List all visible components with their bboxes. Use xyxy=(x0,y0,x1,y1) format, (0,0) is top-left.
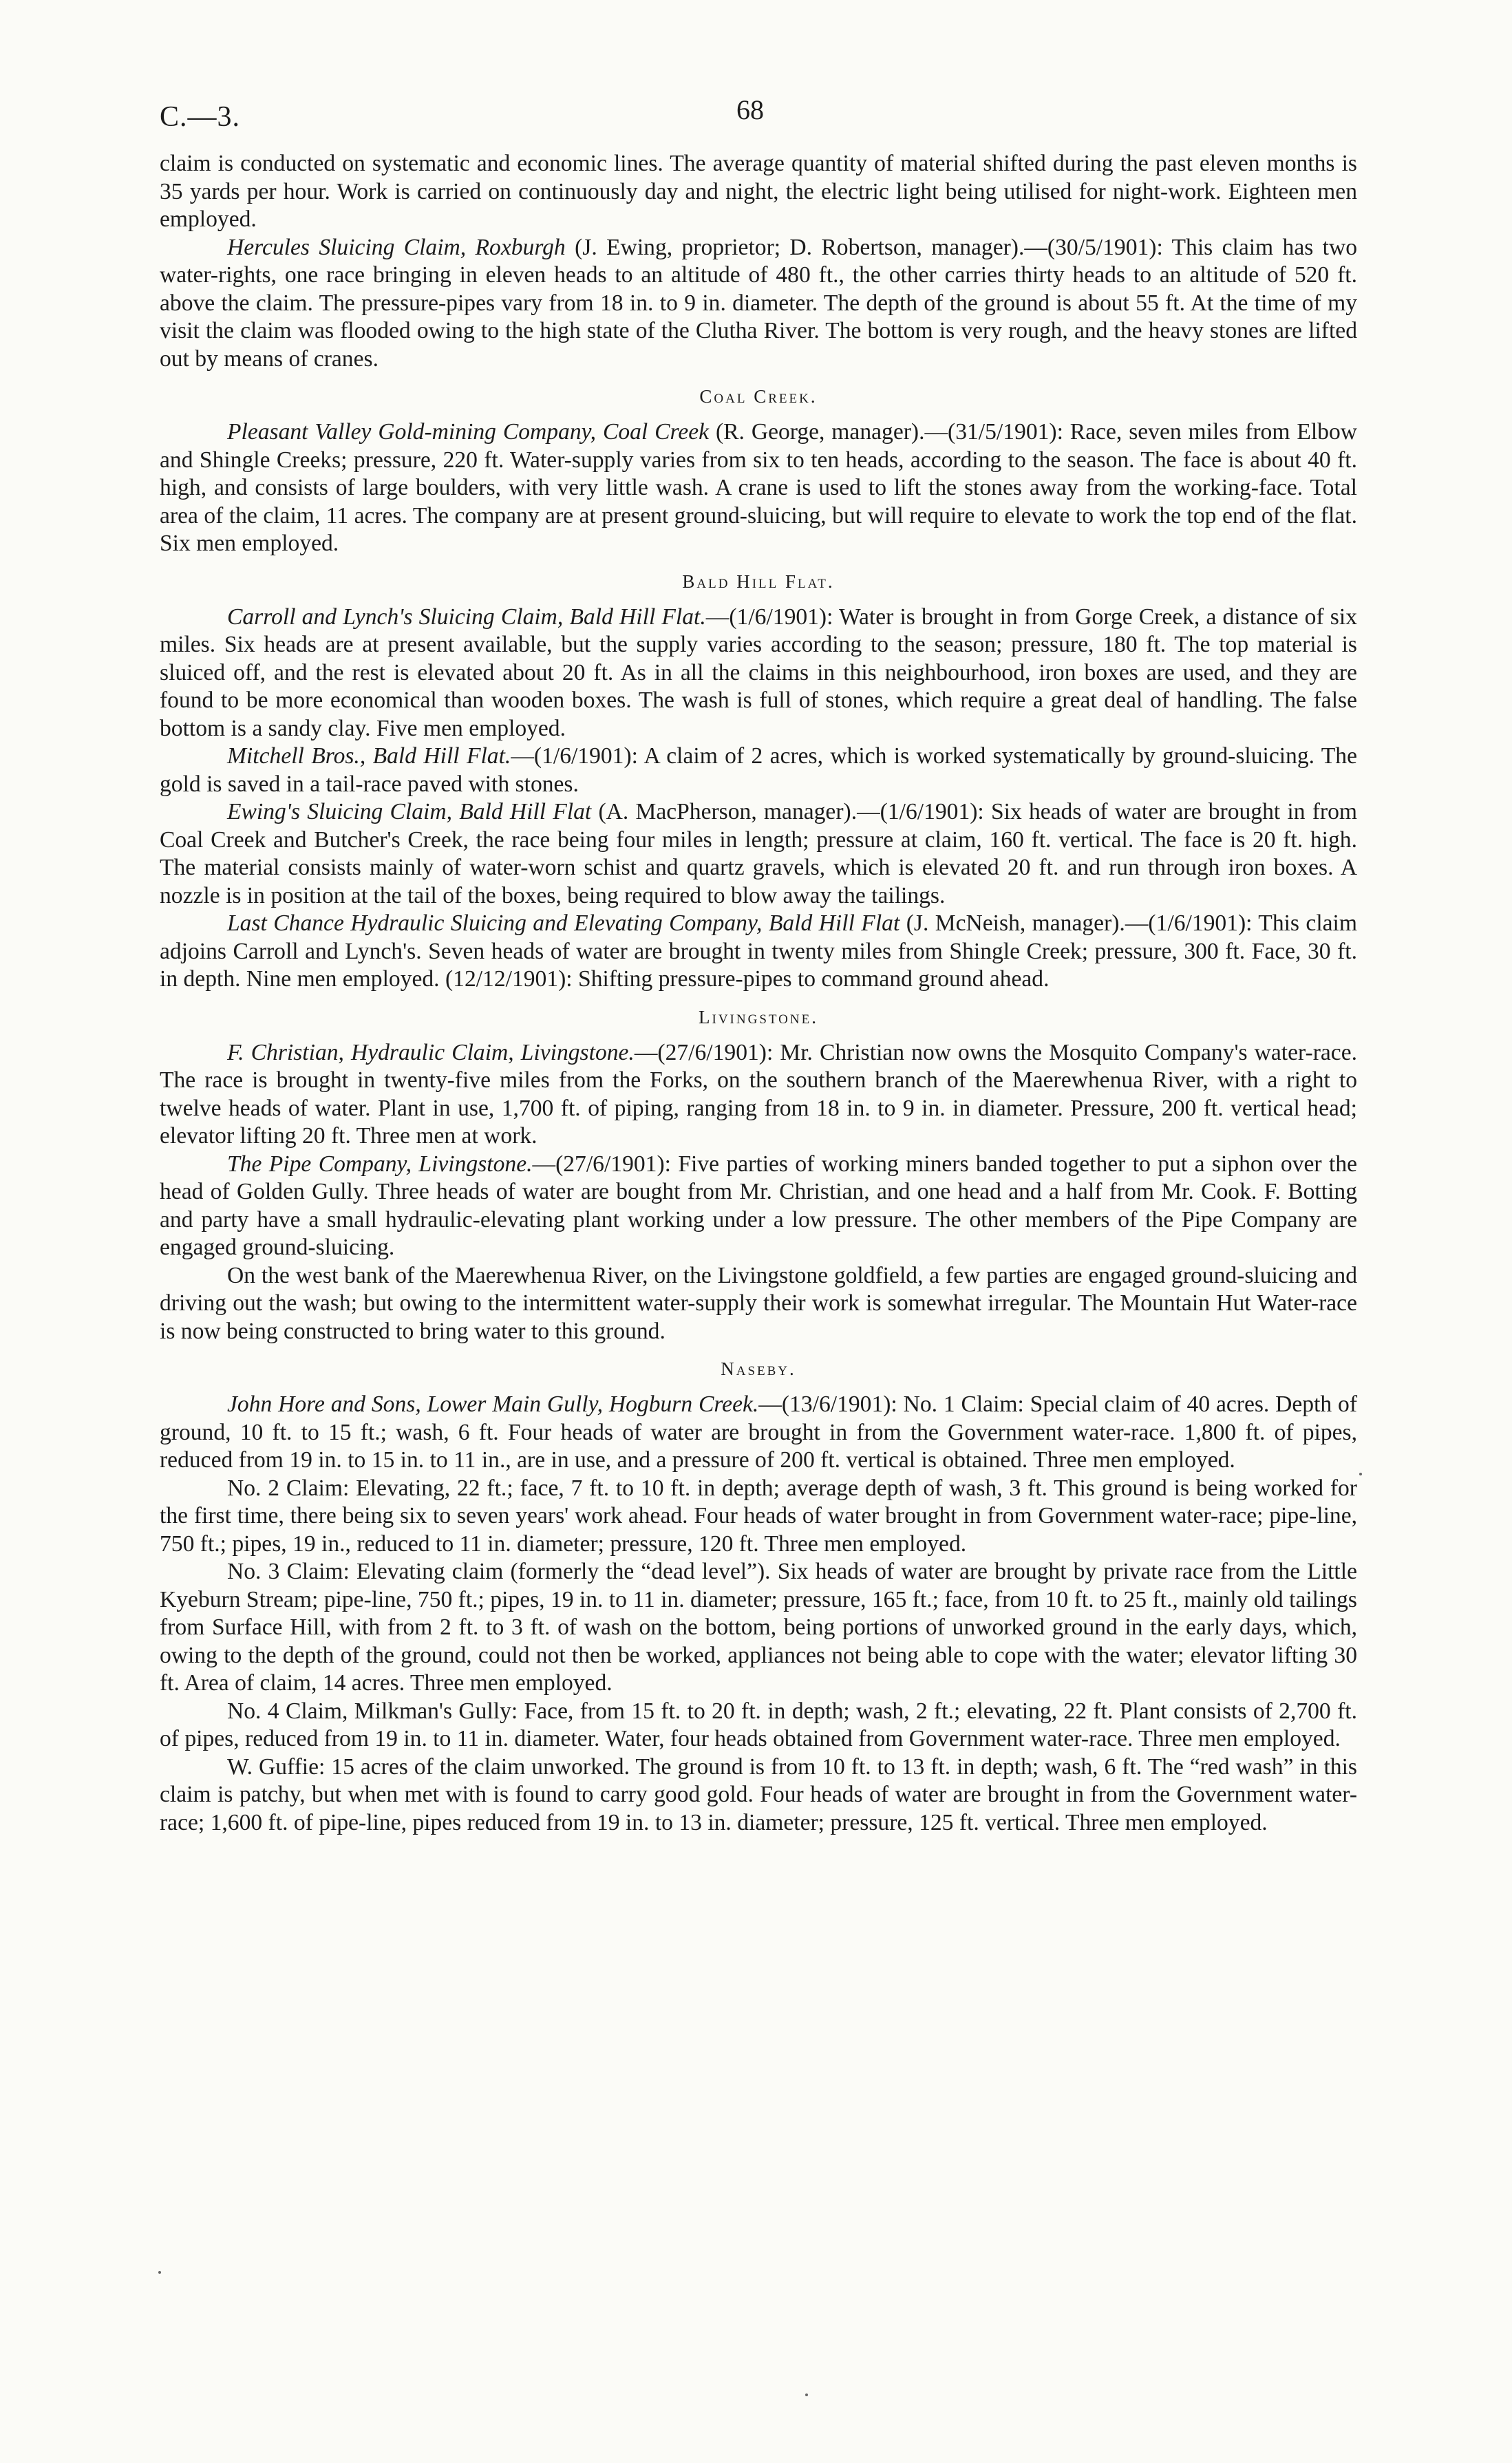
print-speck xyxy=(805,2393,808,2396)
section-heading-naseby: Naseby. xyxy=(721,1358,796,1379)
print-speck xyxy=(1359,1473,1362,1475)
paragraph-no-2-claim: No. 2 Claim: Elevating, 22 ft.; face, 7 ft. to 10 ft. in depth; average depth of wash, 3 ft. This ground is being worked for the first time, there being six to seven years' work ahead. Four heads of water brought in from Government water-race; pipe-line, 750 ft.; pipes, 19 in., reduced to 11 in. diameter; pressure, 120 ft. Three men employed. xyxy=(160,1475,1357,1557)
paragraph-mitchell-bros: Mitchell Bros., Bald Hill Flat.—(1/6/1901): A claim of 2 acres, which is worked systematically by ground-sluicing. The gold is saved in a tail-race paved with stones. xyxy=(160,743,1357,797)
claim-name: F. Christian, Hydraulic Claim, Livingstone. xyxy=(227,1039,635,1065)
paragraph: claim is conducted on systematic and economic lines. The average quantity of material shifted during the past eleven months is 35 yards per hour. Work is carried on continuously day and night, the electric light being utilised for night-work. Eighteen men employed. xyxy=(160,151,1357,232)
page-header xyxy=(160,88,1357,150)
paragraph-west-bank: On the west bank of the Maerewhenua River, on the Livingstone goldfield, a few parties are engaged ground-sluicing and driving out the wash; but owing to the intermittent water-supply their work is somewhat irregular. The Mountain Hut Water-race is now being constructed to bring water to this ground. xyxy=(160,1262,1357,1344)
page-number: 68 xyxy=(736,94,764,125)
claim-name: Hercules Sluicing Claim, Roxburgh xyxy=(227,234,566,260)
paragraph-last-chance: Last Chance Hydraulic Sluicing and Elevating Company, Bald Hill Flat (J. McNeish, manager).—(1/6/1901): This claim adjoins Carroll and Lynch's. Seven heads of water are brought in twenty miles from Shingle Creek; pressure, 300 ft. Face, 30 ft. in depth. Nine men employed. (12/12/1901): Shifting pressure-pipes to command ground ahead. xyxy=(160,910,1357,992)
claim-name: The Pipe Company, Livingstone. xyxy=(227,1151,533,1177)
claim-name: Ewing's Sluicing Claim, Bald Hill Flat xyxy=(227,799,592,824)
paragraph-carroll-and-lynch: Carroll and Lynch's Sluicing Claim, Bald Hill Flat.—(1/6/1901): Water is brought in from Gorge Creek, a distance of six miles. Six heads are at present available, but the supply varies according to the season; pressure, 180 ft. The top material is sluiced off, and the rest is elevated about 20 ft. As in all the claims in this neighbourhood, iron boxes are used, and they are found to be more economical than wooden boxes. The wash is full of stones, which require a great deal of handling. The false bottom is a sandy clay. Five men employed. xyxy=(160,604,1357,741)
paragraph-pleasant-valley: Pleasant Valley Gold-mining Company, Coal Creek (R. George, manager).—(31/5/1901): Race, seven miles from Elbow and Shingle Creeks; pressure, 220 ft. Water-supply varies from six to ten heads, according to the season. The face is about 40 ft. high, and consists of large boulders, with very little wash. A crane is used to lift the stones away from the working-face. Total area of the claim, 11 acres. The company are at present ground-sluicing, but will require to elevate to work the top end of the flat. Six men employed. xyxy=(160,419,1357,556)
paragraph-john-hore-and-sons: John Hore and Sons, Lower Main Gully, Hogburn Creek.—(13/6/1901): No. 1 Claim: Special claim of 40 acres. Depth of ground, 10 ft. to 15 ft.; wash, 6 ft. Four heads of water are brought in from the Government water-race. 1,800 ft. of pipes, reduced from 19 in. to 15 in. to 11 in., are in use, and a pressure of 200 ft. vertical is obtained. Three men employed. xyxy=(160,1392,1358,1473)
paragraph-hercules-sluicing-claim: Hercules Sluicing Claim, Roxburgh (J. Ewing, proprietor; D. Robertson, manager).—(30/5/1901): This claim has two water-rights, one race bringing in eleven heads to an altitude of 480 ft., the other carries thirty heads to an altitude of 520 ft. above the claim. The pressure-pipes vary from 18 in. to 9 in. diameter. The depth of the ground is about 55 ft. At the time of my visit the claim was flooded owing to the high state of the Clutha River. The bottom is very rough, and the heavy stones are lifted out by means of cranes. xyxy=(160,234,1357,372)
paragraph-pipe-company: The Pipe Company, Livingstone.—(27/6/1901): Five parties of working miners banded together to put a siphon over the head of Golden Gully. Three heads of water are bought from Mr. Christian, and one head and a half from Mr. Cook. F. Botting and party have a small hydraulic-elevating plant working under a low pressure. The other members of the Pipe Company are engaged ground-sluicing. xyxy=(160,1151,1358,1260)
claim-name: Mitchell Bros., Bald Hill Flat. xyxy=(227,743,511,769)
section-heading-coal-creek: Coal Creek. xyxy=(699,386,818,407)
document-page xyxy=(160,88,1357,1837)
claim-name: Carroll and Lynch's Sluicing Claim, Bald Hill Flat. xyxy=(227,604,706,630)
claim-name: John Hore and Sons, Lower Main Gully, Hogburn Creek. xyxy=(227,1392,759,1417)
section-heading-livingstone: Livingstone. xyxy=(699,1006,818,1027)
paragraph-ewing-sluicing-claim: Ewing's Sluicing Claim, Bald Hill Flat (A. MacPherson, manager).—(1/6/1901): Six heads of water are brought in from Coal Creek and Butcher's Creek, the race being four miles in length; pressure at claim, 160 ft. vertical. The face is 20 ft. high. The material consists mainly of water-worn schist and quartz gravels, which is elevated 20 ft. and run through iron boxes. A nozzle is in position at the tail of the boxes, being required to blow away the tailings. xyxy=(160,799,1357,908)
paragraph-no-3-claim: No. 3 Claim: Elevating claim (formerly the “dead level”). Six heads of water are brought by private race from the Little Kyeburn Stream; pipe-line, 750 ft.; pipes, 19 in. to 11 in. diameter; pressure, 165 ft.; face, from 10 ft. to 25 ft., mainly old tailings from Surface Hill, with from 2 ft. to 3 ft. of wash on the bottom, being portions of unworked ground in the early days, which, owing to the depth of the ground, could not then be worked, appliances not being able to cope with the water; elevator lifting 30 ft. Area of claim, 14 acres. Three men employed. xyxy=(160,1559,1357,1696)
paragraph-w-guffie: W. Guffie: 15 acres of the claim unworked. The ground is from 10 ft. to 13 ft. in depth; wash, 6 ft. The “red wash” in this claim is patchy, but when met with is found to carry good gold. Four heads of water are brought in from the Government water-race; 1,600 ft. of pipe-line, pipes reduced from 19 in. to 13 in. diameter; pressure, 125 ft. vertical. Three men employed. xyxy=(160,1753,1357,1835)
claim-name: Pleasant Valley Gold-mining Company, Coal Creek xyxy=(227,419,710,445)
section-heading-bald-hill-flat: Bald Hill Flat. xyxy=(682,571,835,592)
body-text xyxy=(160,150,1357,1837)
print-speck xyxy=(158,2271,161,2274)
document-reference: C.—3. xyxy=(160,101,241,133)
claim-name: Last Chance Hydraulic Sluicing and Elevating Company, Bald Hill Flat xyxy=(227,910,900,936)
paragraph-f-christian: F. Christian, Hydraulic Claim, Livingstone.—(27/6/1901): Mr. Christian now owns the Mosquito Company's water-race. The race is brought in twenty-five miles from the Forks, on the southern branch of the Maerewhenua River, with a right to twelve heads of water. Plant in use, 1,700 ft. of piping, ranging from 18 in. to 9 in. in diameter. Pressure, 200 ft. vertical head; elevator lifting 20 ft. Three men at work. xyxy=(160,1039,1357,1149)
paragraph-no-4-claim: No. 4 Claim, Milkman's Gully: Face, from 15 ft. to 20 ft. in depth; wash, 2 ft.; elevating, 22 ft. Plant consists of 2,700 ft. of pipes, reduced from 19 in. to 11 in. diameter. Water, four heads obtained from Government water-race. Three men employed. xyxy=(160,1698,1357,1751)
